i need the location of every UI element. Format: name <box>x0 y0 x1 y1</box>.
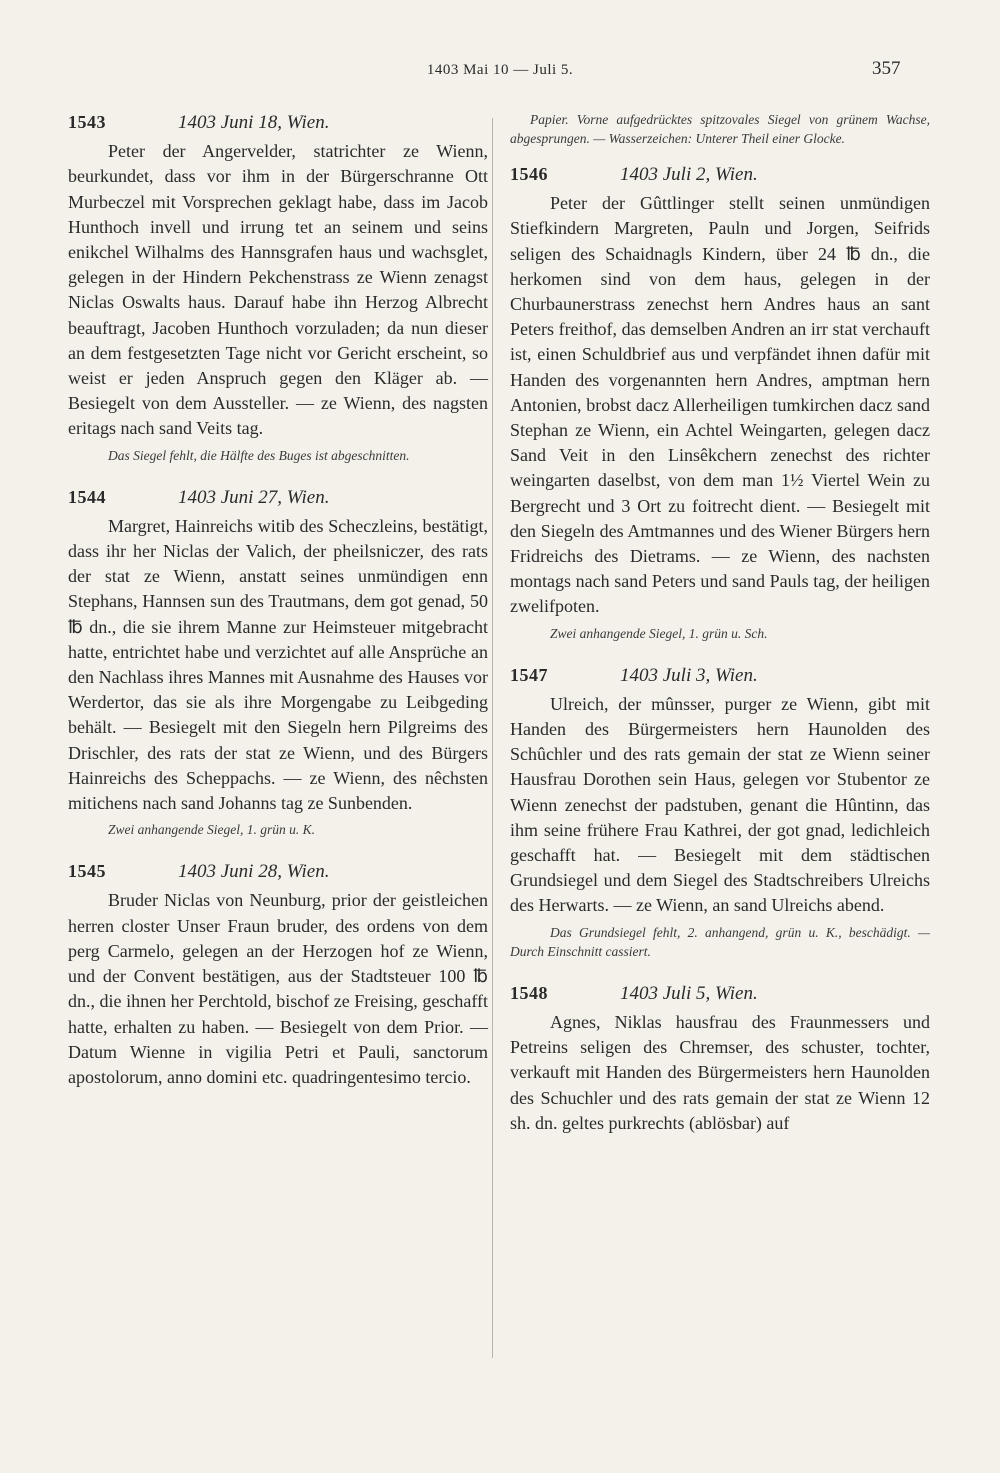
entry-note: Das Siegel fehlt, die Hälfte des Buges ist abgeschnitten. <box>108 447 410 463</box>
entry-note: Zwei anhangende Siegel, 1. grün u. Sch. <box>550 625 768 641</box>
entry-body: Bruder Niclas von Neunburg, prior der geistleichen herren closter Unser Fraun bruder, des ordens von dem perg Carmelo, gelegen an der Herzogen hof ze Wienn, und der Convent bestätigen, aus der Stadtsteuer 100 ℔ dn., die ihnen her Perchtold, bischof ze Freising, geschafft hatte, erhalten zu haben. — Besiegelt von dem Prior. — Datum Wienne in vigilia Petri et Pauli, sanctorum apostolorum, anno domini etc. quadringentesimo tercio. <box>68 890 488 1087</box>
left-column <box>68 110 488 1110</box>
running-title: 1403 Mai 10 — Juli 5. <box>426 62 574 78</box>
entry-number: 1547 <box>510 664 548 685</box>
entry-number: 1545 <box>68 861 106 882</box>
document-entry <box>68 485 488 840</box>
entry-note: Zwei anhangende Siegel, 1. grün u. K. <box>108 822 315 838</box>
document-entry <box>68 859 488 1090</box>
entry-heading <box>510 981 930 1006</box>
entry-number: 1544 <box>68 486 106 507</box>
entry-heading <box>510 162 930 187</box>
entry-body: Peter der Angervelder, statrichter ze Wienn, beurkundet, dass vor ihm in der Bürgerschranne Ott Murbeczel mit Vorsprechen geklagt habe, dass im Jacob Hunthoch invell und irrung tet an seinem und seins enikchel Wilhalms des Hannsgrafen haus und wachsglet, gelegen in der Hindern Pekchenstrass ze Wienn zenagst Niclas Oswalts haus. Darauf habe ihn Herzog Albrecht beauftragt, Jacoben Hunthoch vorzuladen; da nun dieser an dem festgesetzten Tage nicht vor Gericht erscheint, so weist er jeden Anspruch gegen den Kläger ab. — Besiegelt von dem Aussteller. — ze Wienn, des nagsten eritags nach sand Veits tag. <box>68 141 488 439</box>
entry-date-place: 1403 Juli 5, Wien. <box>620 982 758 1004</box>
entry-date-place: 1403 Juli 3, Wien. <box>620 664 758 686</box>
entry-number: 1546 <box>510 164 548 184</box>
entry-body: Agnes, Niklas hausfrau des Fraunmessers und Petreins seligen des Chremser, des schuster, tochter, verkauft mit Handen des Bürgermeisters hern Haunolden des Schuchler und des rats gemain der stat ze Wienn 12 sh. dn. geltes purkrechts (ablösbar) auf <box>510 1011 930 1133</box>
entry-number: 1543 <box>68 112 106 132</box>
entry-body: Peter der Gûttlinger stellt seinen unmündigen Stiefkindern Margreten, Pauln und Jorgen, Seifrids seligen des Schaidnagls Kindern, über 24 ℔ dn., die herkomen sind von dem haus, gelegen in der Churbaunerstrass zenechst hern Andres haus an sant Peters freithof, das demselben Andren an irr stat verchauft ist, einen Schuldbrief aus und verpfändet ihnen dafür mit Handen des vorgenannten hern Andres, amptman hern Antonien, brobst dacz Allerheiligen tumkirchen dacz sand Stephan ze Wienn, ein Achtel Weingarten, gelegen dacz Sand Veit in den Linsêkchern zenechst des richter weingarten daselbst, von dem man 1½ Viertel Wein zu Bergrecht und 3 Ort zu foitrecht dient. — Besiegelt mit den Siegeln des Amtmannes und des Wiener Bürgers hern Fridreichs des Dietrams. — ze Wienn, des nachsten montags nach sand Peters und sand Pauls tag, der heiligen zwelifpoten. <box>510 193 930 617</box>
entry-date-place: 1403 Juli 2, Wien. <box>620 164 758 185</box>
document-entry <box>510 162 930 643</box>
document-entry <box>510 981 930 1136</box>
entry-date-place: 1403 Juni 18, Wien. <box>178 112 330 133</box>
entry-body: Ulreich, der mûnsser, purger ze Wienn, gibt mit Handen des Bürgermeisters hern Haunolden des Schûchler und des rats gemain der stat ze Wienn seiner Hausfrau Dorothen sein Haus, gelegen vor Stubentor ze Wienn zenechst der padstuben, genant die Hûntinn, das ihm seine frühere Frau Kathrei, der got gnad, ledichleich geschafft hat. — Besiegelt mit dem städtischen Grundsiegel und dem Siegel des Stadtschreibers Ulreichs des Herwarts. — ze Wienn, an sand Ulreichs abend. <box>510 693 930 916</box>
document-entry <box>68 110 488 465</box>
column-divider <box>492 118 493 1358</box>
entry-heading <box>68 110 488 135</box>
entry-date-place: 1403 Juni 27, Wien. <box>178 486 330 508</box>
right-column <box>510 110 930 1156</box>
document-entry <box>510 663 930 961</box>
entry-date-place: 1403 Juni 28, Wien. <box>178 861 330 883</box>
page-number: 357 <box>872 58 901 79</box>
entry-heading <box>68 485 488 510</box>
entry-body: Margret, Hainreichs witib des Scheczleins, bestätigt, dass ihr her Niclas der Valich, der pheilsniczer, des rats der stat ze Wienn, anstatt seines unmündigen enn Stephans, Hannsen sun des Trautmans, dem got genad, 50 ℔ dn., die sie ihrem Manne zur Heimsteuer mitgebracht hatte, entrichtet habe und verzichtet auf alle Ansprüche an den Nachlass ihres Mannes mit Ausnahme des Hauses vor Werdertor, das sie als ihre Morgengabe zu Leibgeding behält. — Besiegelt mit den Siegeln hern Pilgreims des Drischler, des rats der stat ze Wienn, und des Bürgers Hainreichs des Scheppachs. — ze Wienn, des nêchsten mitichens nach sand Johanns tag ze Sunbenden. <box>68 515 488 814</box>
entry-heading <box>68 859 488 884</box>
entry-number: 1548 <box>510 982 548 1003</box>
entry-note: Das Grundsiegel fehlt, 2. anhangend, grün u. K., beschädigt. — Durch Einschnitt cassiert. <box>510 924 930 959</box>
continued-note: Papier. Vorne aufgedrücktes spitzovales Siegel von grünem Wachse, abgesprungen. — Wasserzeichen: Unterer Theil einer Glocke. <box>510 112 930 146</box>
entry-heading <box>510 663 930 688</box>
